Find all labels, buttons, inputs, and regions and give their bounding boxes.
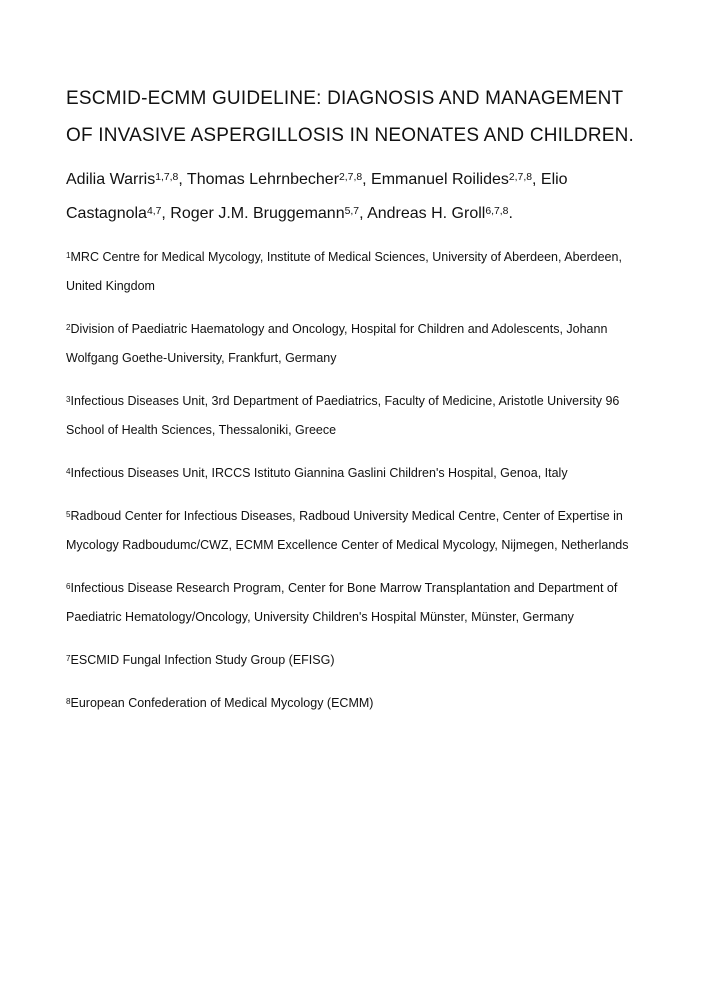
affiliation-text: MRC Centre for Medical Mycology, Institute of Medical Sciences, University of Aberdeen, Aberdeen, United Kingdom: [66, 250, 622, 293]
affiliation-text: Radboud Center for Infectious Diseases, Radboud University Medical Centre, Center of Expertise in Mycology Radboudumc/CWZ, ECMM Excellence Center of Medical Mycology, Nijmegen, Netherlands: [66, 509, 629, 552]
author-affiliation-superscript: 5,7: [344, 205, 360, 217]
affiliation-text: ESCMID Fungal Infection Study Group (EFISG): [70, 653, 335, 667]
affiliation-5: [66, 502, 642, 560]
affiliation-number: 3: [66, 394, 71, 404]
affiliation-text: Infectious Disease Research Program, Center for Bone Marrow Transplantation and Department of Paediatric Hematology/Oncology, University Children's Hospital Münster, Münster, Germany: [66, 581, 618, 624]
affiliation-number: 2: [66, 322, 71, 332]
affiliation-text: Infectious Diseases Unit, IRCCS Istituto Giannina Gaslini Children's Hospital, Genoa, Italy: [70, 466, 568, 480]
affiliation-6: [66, 574, 642, 632]
affiliation-8: [66, 689, 642, 718]
affiliation-2: [66, 315, 642, 373]
affiliation-number: 8: [66, 696, 71, 706]
affiliation-text: Division of Paediatric Haematology and Oncology, Hospital for Children and Adolescents, Johann Wolfgang Goethe-University, Frankfurt, Germany: [66, 322, 608, 365]
author-segment: , Andreas H. Groll$^{6,7,8}$: [359, 205, 509, 222]
author-segment: , Thomas Lehrnbecher$^{2,7,8}$: [178, 171, 363, 188]
affiliation-1: [66, 243, 642, 301]
page-content: [66, 80, 642, 732]
author-segment: , Elio Castagnola$^{4,7}$: [66, 171, 568, 222]
author-affiliation-superscript: 6,7,8: [485, 205, 509, 217]
affiliation-number: 5: [66, 509, 71, 519]
author-list: [66, 163, 642, 231]
author-affiliation-superscript: 2,7,8: [339, 171, 363, 183]
affiliation-number: 1: [66, 250, 71, 260]
author-segment: , Roger J.M. Bruggemann$^{5,7}$: [161, 205, 360, 222]
author-affiliation-superscript: 4,7: [146, 205, 162, 217]
author-segment: Adilia Warris$^{1,7,8}$: [66, 171, 179, 188]
affiliation-number: 6: [66, 581, 71, 591]
affiliation-text: Infectious Diseases Unit, 3rd Department of Paediatrics, Faculty of Medicine, Aristotle University 96 School of Health Sciences, Thessaloniki, Greece: [66, 394, 620, 437]
affiliation-4: [66, 459, 642, 488]
affiliation-number: 4: [66, 466, 71, 476]
affiliation-3: [66, 387, 642, 445]
paper-title: ESCMID-ECMM GUIDELINE: DIAGNOSIS AND MANAGEMENT OF INVASIVE ASPERGILLOSIS IN NEONATES AND CHILDREN.: [66, 88, 635, 146]
affiliation-7: [66, 646, 642, 675]
author-affiliation-superscript: 1,7,8: [155, 171, 179, 183]
affiliation-number: 7: [66, 653, 71, 663]
author-segment: .: [508, 205, 513, 222]
author-segment: , Emmanuel Roilides$^{2,7,8}$: [362, 171, 532, 188]
affiliation-text: European Confederation of Medical Mycology (ECMM): [70, 696, 374, 710]
author-affiliation-superscript: 2,7,8: [508, 171, 532, 183]
